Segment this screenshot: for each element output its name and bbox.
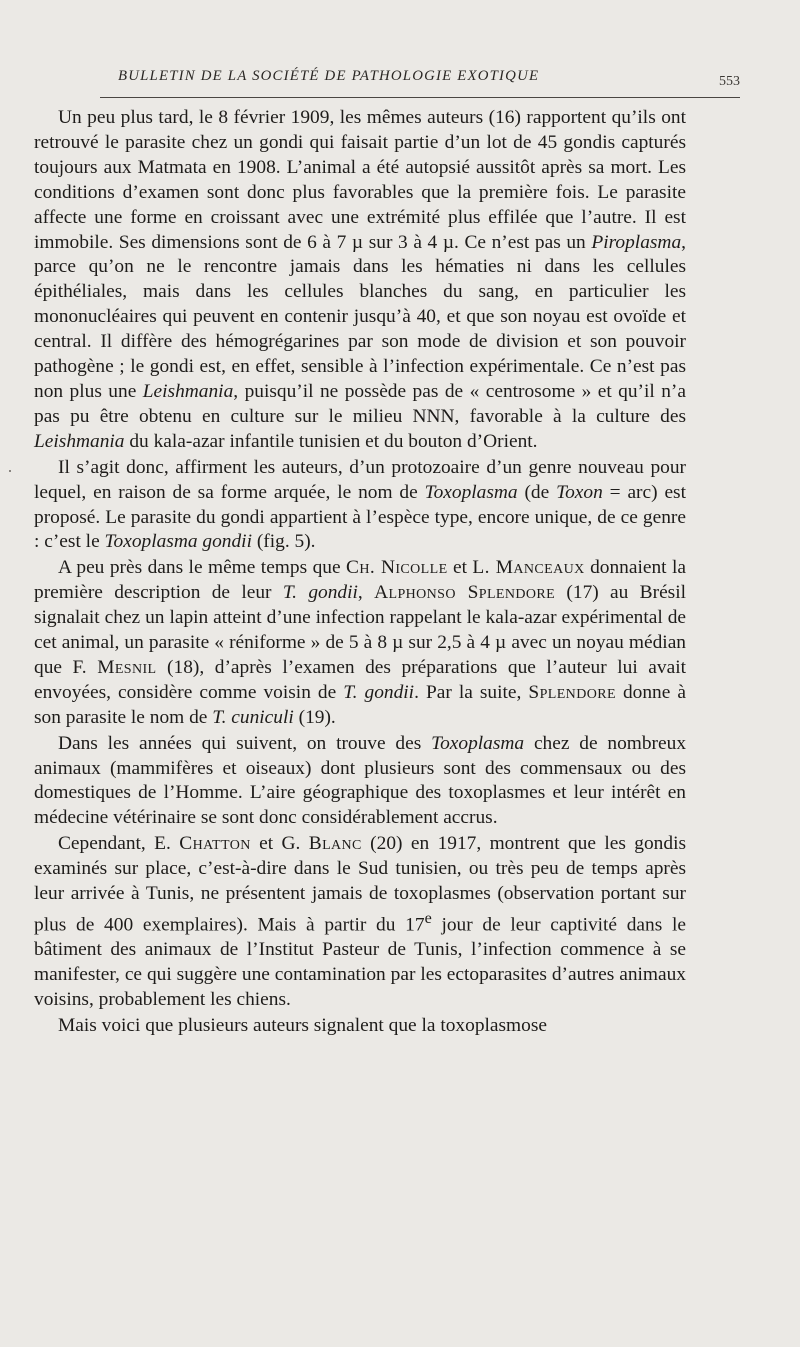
author-name: Blanc [308, 833, 362, 855]
genus-name: Toxoplasma [424, 481, 518, 503]
paragraph-text: , [357, 582, 375, 604]
paragraph-text: chez de nombreux animaux (mammifères et oiseaux) dont plusieurs sont des commensaux ou des domestiques de l’Homme. L’aire géographique des toxoplasmes et leur intérêt en médecine vétérinaire se sont donc considérablement accrus. [34, 732, 687, 829]
species-name: Toxoplasma gondii [104, 531, 252, 553]
author-name: L. Manceaux [472, 557, 585, 579]
author-name: Mesnil [97, 656, 157, 678]
paragraph-text: (18), d’après l’examen des préparations que l’auteur lui avait envoyées, considère comme voisin de [34, 656, 686, 703]
paragraph-text: (fig. 5). [251, 531, 316, 553]
paragraph-5 [34, 832, 686, 1013]
paragraph-text: donne à son parasite le nom de [34, 681, 686, 728]
body-text [34, 106, 686, 1039]
paragraph-6 [34, 1014, 686, 1039]
author-name: Chatton [179, 833, 251, 855]
author-name: Ch. Nicolle [346, 557, 448, 579]
page-header [100, 66, 740, 106]
genus-name: Leishmania [142, 380, 234, 402]
paragraph-text: . Par la suite, [414, 681, 529, 703]
paragraph-text: (20) en 1917, montrent que les gondis examinés sur place, c’est-à-dire dans le Sud tunisien, ou très peu de temps après leur arrivée à Tunis, ne présentent jamais de toxoplasmes (observation portant sur plus de 400 exemplaires). Mais à partir du 17 [34, 833, 686, 936]
ordinal-superscript: e [424, 910, 432, 927]
paragraph-1 [34, 106, 686, 455]
paragraph-text: et G. [250, 833, 309, 855]
paragraph-text: Dans les années qui suivent, on trouve des [58, 732, 432, 754]
paragraph-text: du kala-azar infantile tunisien et du bouton d’Orient. [124, 430, 538, 452]
author-name: Splendore [528, 681, 616, 703]
paragraph-text: , puisqu’il ne possède pas de « centrosome » et qu’il n’a pas pu être obtenu en culture sur le milieu NNN, favorable à la culture des [34, 380, 687, 427]
paragraph-text: , parce qu’on ne le rencontre jamais dans les hématies ni dans les cellules épithéliales, mais dans les cellules blanches du sang, en particulier les mononucléaires qui peuvent en contenir jusqu’à 40, et que son noyau est ovoïde et central. Il diffère des hémogrégarines par son mode de division et son pouvoir pathogène ; le gondi est, en effet, sensible à l’infection expérimentale. Ce n’est pas non plus une [34, 231, 686, 402]
species-name: T. cuniculi [212, 706, 294, 728]
paragraph-text: Mais voici que plusieurs auteurs signalent que la toxoplasmose [58, 1015, 547, 1037]
paragraph-text: A peu près dans le même temps que [58, 557, 347, 579]
author-name: Alphonso Splendore [374, 582, 556, 604]
paragraph-text: Il s’agit donc, affirment les auteurs, d’un protozoaire d’un genre nouveau pour lequel, en raison de sa forme arquée, le nom de [34, 456, 686, 503]
species-name: T. gondii [343, 681, 415, 703]
paragraph-text: Un peu plus tard, le 8 février 1909, les mêmes auteurs (16) rapportent qu’ils ont retrouvé le parasite chez un gondi qui faisait partie d’un lot de 45 gondis capturés toujours aux Matmata en 1908. L’animal a été autopsié aussitôt après sa mort. Les conditions d’examen sont donc plus favorables que la première fois. Le parasite affecte une forme en croissant avec une extrémité plus effilée que l’autre. Il est immobile. Ses dimensions sont de 6 à 7 µ sur 3 à 4 µ. Ce n’est pas un [34, 107, 686, 253]
paragraph-text: donnaient la première description de leur [34, 557, 686, 604]
running-head: BULLETIN DE LA SOCIÉTÉ DE PATHOLOGIE EXOTIQUE [118, 68, 540, 84]
paragraph-text: (de [517, 481, 557, 503]
paragraph-text: et [447, 557, 473, 579]
paragraph-text: = arc) est proposé. Le parasite du gondi appartient à l’espèce type, encore unique, de ce genre : c’est le [34, 481, 686, 553]
paragraph-text: (19). [293, 706, 336, 728]
paragraph-text: (17) au Brésil signalait chez un lapin atteint d’une infection rappelant le kala-azar expérimental de cet animal, un parasite « réniforme » de 5 à 8 µ sur 2,5 à 4 µ avec un noyau médian que F. [34, 582, 687, 678]
genus-name: Leishmania [34, 430, 125, 452]
paragraph-text: Cependant, E. [58, 833, 180, 855]
page-number: 553 [719, 74, 740, 89]
margin-speck [9, 470, 11, 472]
genus-name: Piroplasma [591, 231, 682, 253]
species-name: T. gondii [282, 582, 358, 604]
paragraph-3 [34, 556, 686, 730]
paragraph-text: jour de leur captivité dans le bâtiment des animaux de l’Institut Pasteur de Tunis, l’infection commence à se manifester, ce qui suggère une contamination par les ectoparasites d’autres animaux voisins, probablement les chiens. [34, 914, 686, 1011]
paragraph-4 [34, 732, 686, 832]
paragraph-2 [34, 456, 686, 556]
genus-name: Toxoplasma [431, 732, 525, 754]
greek-term: Toxon [556, 481, 603, 503]
header-rule [100, 97, 740, 98]
